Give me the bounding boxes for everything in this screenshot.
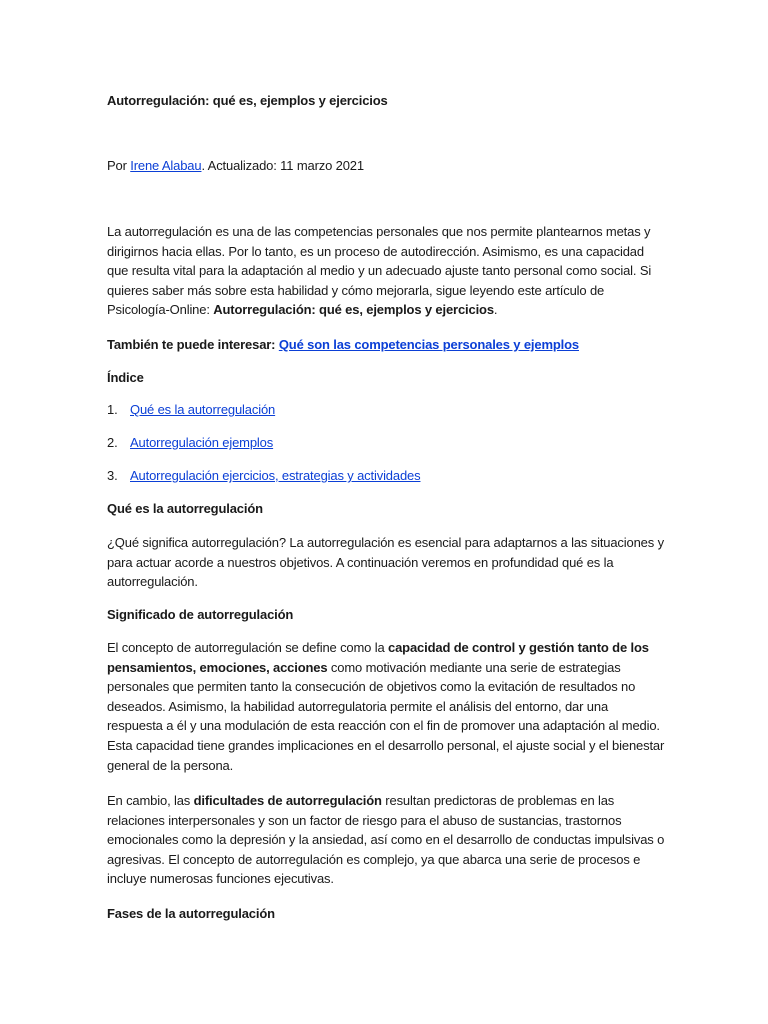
toc-link-ejemplos[interactable]: Autorregulación ejemplos <box>130 435 274 450</box>
p1-end: como motivación mediante una serie de estrategias personales que permiten tanto la consecución de objetivos como la evitación de resultados no deseados. Asimismo, la habilidad autorregulatoria permite el análisis del entorno, dar una respuesta a él y una modulación de esta reacción con el fin de promover una adaptación al medio. Esta capacidad tiene grandes implicaciones en el desarrollo personal, el ajuste social y el bienestar general de la persona. <box>107 659 665 773</box>
significado-paragraph-1 <box>107 638 667 775</box>
related-label: También te puede interesar: <box>107 337 279 352</box>
intro-paragraph <box>107 222 667 320</box>
section-heading-que-es: Qué es la autorregulación <box>107 501 263 516</box>
section-heading-significado: Significado de autorregulación <box>107 607 294 622</box>
section-que-es-paragraph: ¿Qué significa autorregulación? La autorregulación es esencial para adaptarnos a las situaciones y para actuar acorde a nuestros objetivos. A continuación veremos en profundidad qué es la autorregulación. <box>107 535 664 590</box>
p1-bold: capacidad de control y gestión tanto de los pensamientos, emociones, acciones <box>107 640 649 675</box>
byline-prefix: Por <box>107 158 131 173</box>
p2-end: resultan predictoras de problemas en las relaciones interpersonales y son un factor de riesgo para el abuso de sustancias, trastornos emocionales como la depresión y la ansiedad, así como en el desarrollo de conductas impulsivas o agresivas. El concepto de autorregulación es complejo, ya que abarca una serie de procesos e incluye numerosas funciones ejecutivas. <box>107 793 665 887</box>
p2-start: En cambio, las <box>107 793 194 808</box>
byline <box>107 156 667 176</box>
section-heading-fases: Fases de la autorregulación <box>107 906 275 921</box>
toc-item-number: 3. <box>107 468 118 483</box>
author-link[interactable]: Irene Alabau <box>130 158 202 173</box>
intro-text: La autorregulación es una de las competencias personales que nos permite plantearnos metas y dirigirnos hacia ellas. Por lo tanto, es un proceso de autodirección. Asimismo, es una capacidad que resulta vital para la adaptación al medio y un adecuado ajuste tanto personal como social. Si quieres saber más sobre esta habilidad y cómo mejorarla, sigue leyendo este artículo de Psicología-Online: <box>107 224 652 318</box>
toc-item-number: 1. <box>107 402 118 417</box>
related-article <box>107 335 667 355</box>
toc-item <box>85 466 645 486</box>
toc-item <box>85 433 645 453</box>
byline-date: . Actualizado: 11 marzo 2021 <box>201 158 364 173</box>
index-heading: Índice <box>107 370 144 385</box>
intro-end: . <box>493 302 498 318</box>
related-link[interactable]: Qué son las competencias personales y ejemplos <box>278 337 579 352</box>
intro-bold-title: Autorregulación: qué es, ejemplos y ejercicios <box>213 302 494 318</box>
significado-paragraph-2 <box>107 791 667 889</box>
p1-start: El concepto de autorregulación se define como la <box>107 640 388 655</box>
article-title: Autorregulación: qué es, ejemplos y ejercicios <box>107 93 388 108</box>
toc-item-number: 2. <box>107 435 118 450</box>
toc-link-ejercicios[interactable]: Autorregulación ejercicios, estrategias y actividades <box>130 468 421 483</box>
toc-link-que-es[interactable]: Qué es la autorregulación <box>130 402 276 417</box>
toc-item <box>85 400 645 420</box>
p2-bold: dificultades de autorregulación <box>193 793 382 808</box>
